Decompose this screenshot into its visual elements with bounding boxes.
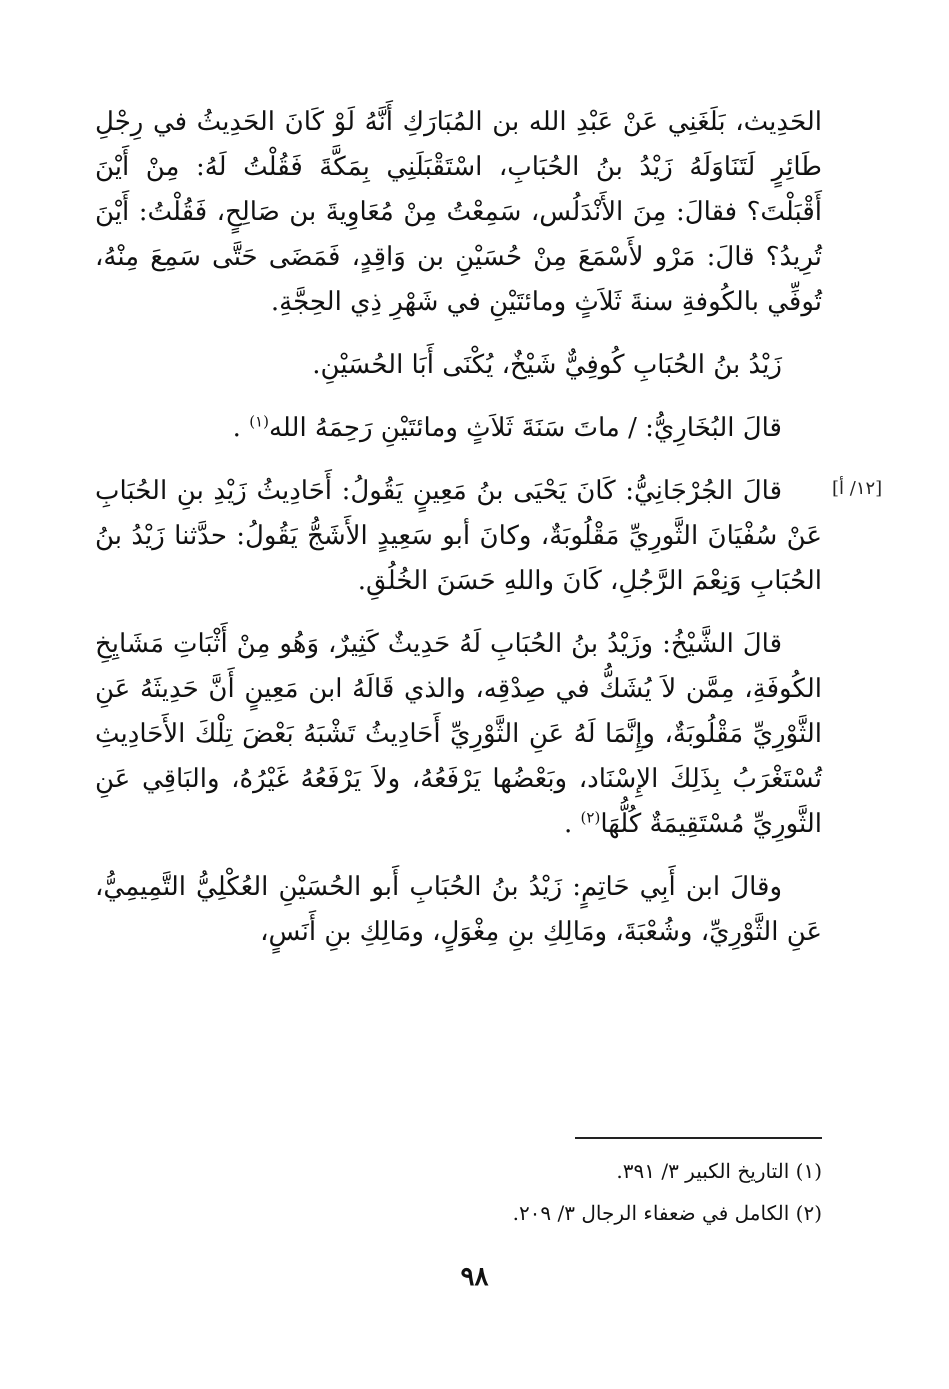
paragraph-6: وقالَ ابن أَبِي حَاتِمٍ: زَيْدُ بنُ الحُبَابِ أَبو الحُسَيْنِ العُكْلِيُّ التَّمِيمِيُّ، عَنِ الثَّوْرِيِّ، وشُعْبَةَ، ومَالِكِ بنِ مِغْوَلٍ، ومَالِكِ بنِ أَنَسٍ، xyxy=(95,872,822,947)
paragraph-4: قالَ الجُرْجَانِيُّ: كَانَ يَحْيَى بنُ مَعِينٍ يَقُولُ: أَحَادِيثُ زَيْدِ بنِ الحُبَابِ عَنْ سُفْيَانَ الثَّورِيِّ مَقْلُوبَةٌ، وكانَ أبو سَعِيدٍ الأَشَجُّ يَقُولُ: حدَّثنا زَيْدُ بنُ الحُبَابِ وَنِعْمَ الرَّجُلِ، كَانَ واللهِ حَسَنَ الخُلُقِ. xyxy=(95,476,822,596)
paragraph-3 xyxy=(95,406,822,451)
footnotes xyxy=(95,1150,822,1234)
footnote-mark-1: (١) xyxy=(249,412,269,431)
footnote-mark-2: (٢) xyxy=(580,808,601,827)
paragraph-5 xyxy=(95,622,822,847)
paragraph-5-end: . xyxy=(564,809,581,839)
paragraph-1: الحَدِيث، بَلَغَنِي عَنْ عَبْدِ الله بن المُبَارَكِ أَنَّهُ لَوْ كَانَ الحَدِيثُ في رِجْلِ طَائِرٍ لَتَنَاوَلَهُ زَيْدُ بنُ الحُبَابِ، اسْتَقْبَلَنِي بِمَكَّةَ فَقُلْتُ لَهُ: مِنْ أَيْنَ أَقْبَلْتَ؟ فقالَ: مِنَ الأَنْدَلُس، سَمِعْتُ مِنْ مُعَاوِيةَ بن صَالِحٍ، فَقُلْتُ: أَيْنَ تُرِيدُ؟ قالَ: مَرْو لأَسْمَعَ مِنْ حُسَيْنِ بن وَاقِدٍ، فَمَضَى حَتَّى سَمِعَ مِنْهُ، تُوفِّي بالكُوفةِ سنةَ ثَلاَثٍ ومائتَيْنِ في شَهْرِ ذِي الحِجَّةِ. xyxy=(95,107,822,317)
footnote-1-number: (١) xyxy=(795,1159,822,1183)
footnote-1-text: التاريخ الكبير ٣/ ٣٩١. xyxy=(616,1159,790,1183)
paragraph-3-text: قالَ البُخَارِيُّ: / ماتَ سَنَةَ ثَلاَثٍ ومائتَيْنِ رَحِمَهُ الله xyxy=(268,413,782,443)
footnote-2-number: (٢) xyxy=(795,1201,822,1225)
paragraph-2: زَيْدُ بنُ الحُبَابِ كُوفِيٌّ شَيْخٌ، يُكْنَى أَبَا الحُسَيْنِ. xyxy=(312,350,782,380)
paragraph-5-text: قالَ الشَّيْخُ: وزَيْدُ بنُ الحُبَابِ لَهُ حَدِيثٌ كَثِيرٌ، وَهُو مِنْ أَثْبَاتِ مَشَايِخِ الكُوفَةِ، مِمَّن لاَ يُشَكُّ في صِدْقِه، والذي قَالَهُ ابن مَعِينٍ أَنَّ حَدِيثَهُ عَنِ الثَّوْرِيِّ مَقْلُوبَةٌ، وإِنَّمَا لَهُ عَنِ الثَّوْرِيِّ أَحَادِيثُ تَشْبَهُ بَعْضَ تِلْكَ الأَحَادِيثِ تُسْتَغْرَبُ بِذَلِكَ الإِسْنَاد، وبَعْضُها يَرْفَعُهُ، ولاَ يَرْفَعُهُ غَيْرُهُ، والبَاقِي عَنِ الثَّورِيِّ مُسْتَقِيمَةٌ كُلُّهَا xyxy=(95,629,822,839)
page-number: ٩٨ xyxy=(460,1262,489,1292)
paragraph-3-end: . xyxy=(232,413,250,443)
footnote-divider xyxy=(575,1137,822,1139)
folio-margin-note: [١٢/ أ] xyxy=(832,478,883,499)
footnote-2 xyxy=(95,1192,822,1234)
footnote-2-text: الكامل في ضعفاء الرجال ٣/ ٢٠٩. xyxy=(512,1201,790,1225)
footnote-1 xyxy=(95,1150,822,1192)
page-body xyxy=(95,100,822,973)
